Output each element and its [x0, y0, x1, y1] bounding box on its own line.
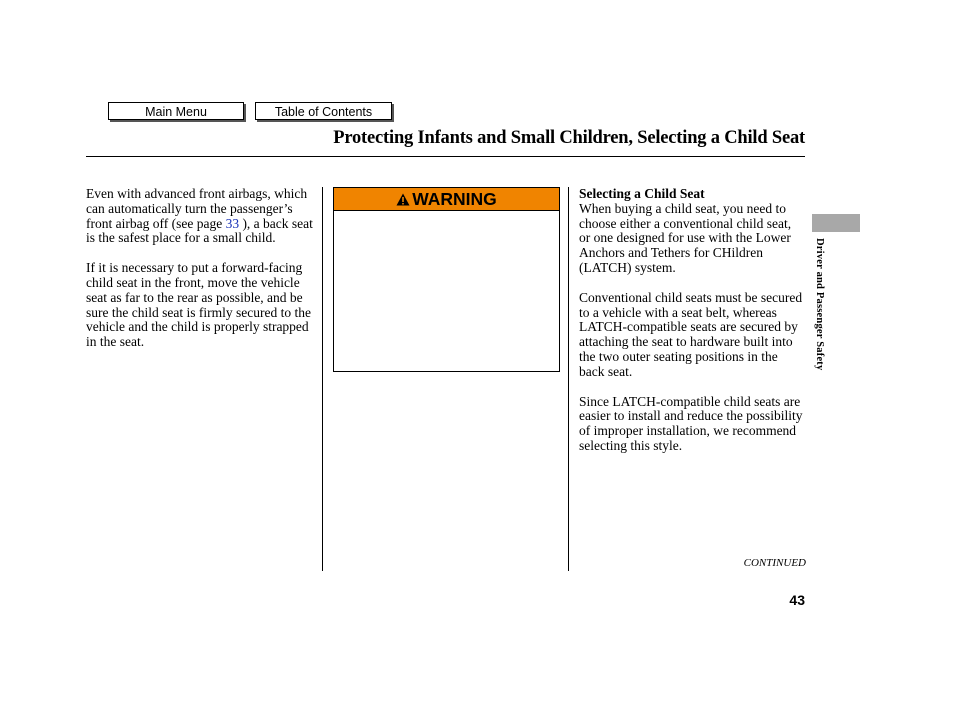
left-paragraph-1-text-b: ), a back seat is the safest place for a small child. [86, 215, 313, 246]
subheading-selecting-child-seat: Selecting a Child Seat [579, 186, 705, 201]
section-tab-marker [812, 214, 860, 232]
warning-header [334, 188, 559, 211]
column-divider-right [568, 187, 569, 571]
right-paragraph-3: Since LATCH-compatible child seats are easier to install and reduce the possibility of improper installation, we recommend selecting this style. [579, 393, 803, 453]
table-of-contents-button[interactable]: Table of Contents [255, 102, 392, 120]
section-side-label: Driver and Passenger Safety [814, 238, 825, 371]
page-number: 43 [789, 592, 805, 608]
left-paragraph-1 [86, 187, 314, 246]
right-column [579, 187, 805, 469]
right-paragraph-2: Conventional child seats must be secured to a vehicle with a seat belt, whereas LATCH-compatible seats are secured by attaching the seat to hardware built into the two outer seating positions in the back seat. [579, 289, 803, 379]
left-paragraph-2: If it is necessary to put a forward-facing child seat in the front, move the vehicle seat as far to the rear as possible, and be sure the child seat is firmly secured to the vehicle and the child is properly strapped in the seat. [86, 260, 311, 350]
column-divider-left [322, 187, 323, 571]
warning-box [333, 187, 560, 372]
left-column [86, 187, 314, 365]
main-menu-button[interactable]: Main Menu [108, 102, 244, 120]
continued-label: CONTINUED [743, 557, 806, 569]
left-paragraph-1-text-a: Even with advanced front airbags, which can automatically turn the passenger’s front airbag off (see page [86, 186, 308, 231]
warning-triangle-icon [396, 193, 410, 206]
warning-label: WARNING [412, 188, 497, 209]
page-title: Protecting Infants and Small Children, Selecting a Child Seat [333, 128, 805, 148]
right-paragraph-1: When buying a child seat, you need to choose either a conventional child seat, or one designed for use with the Lower Anchors and Tethers for CHildren (LATCH) system. [579, 200, 792, 275]
page-33-link[interactable]: 33 [225, 215, 240, 231]
title-divider [86, 156, 805, 157]
